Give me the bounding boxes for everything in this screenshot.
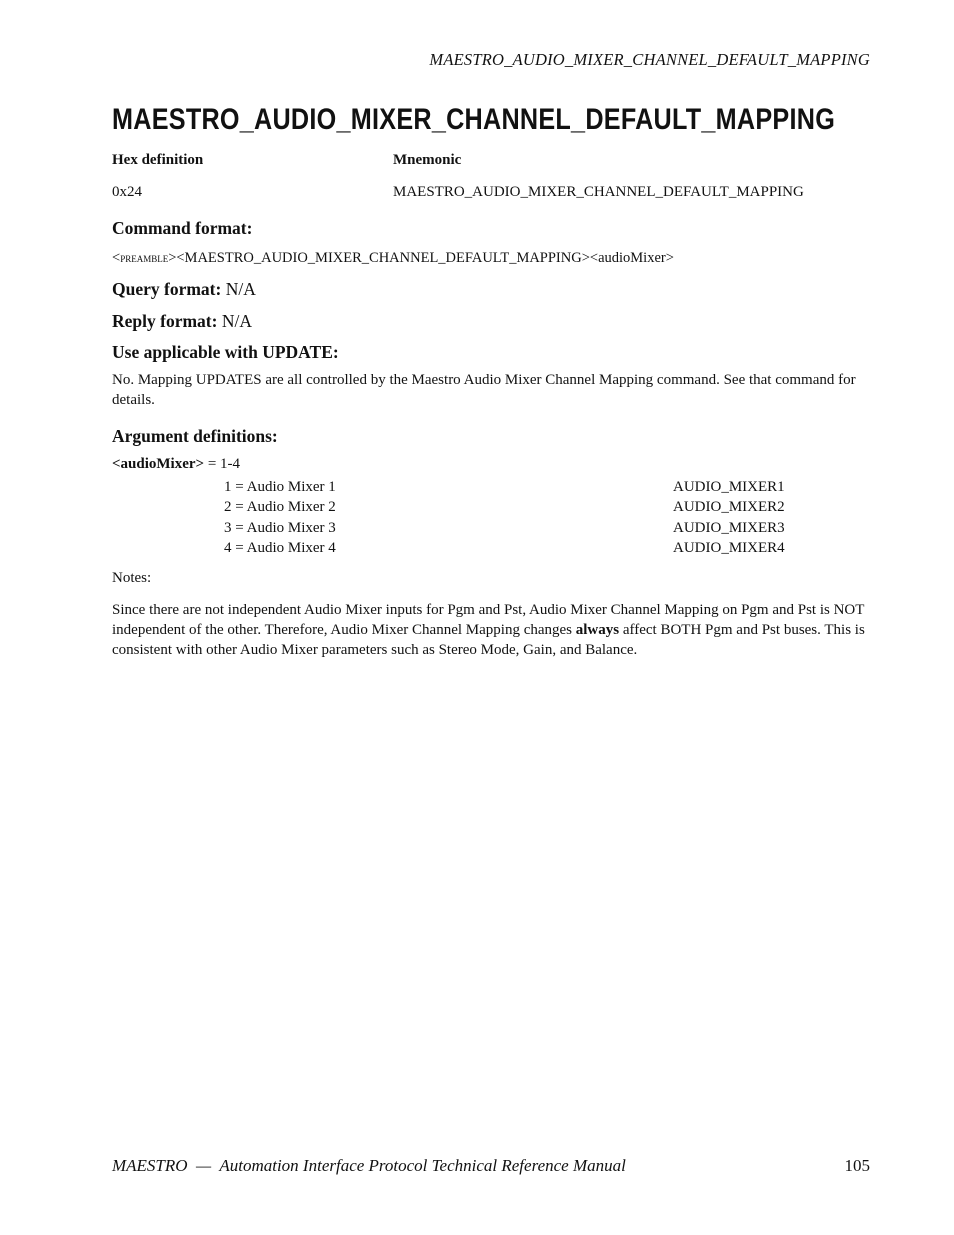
- argument-definitions-heading: Argument definitions:: [112, 426, 278, 446]
- argument-value-row: [224, 518, 872, 538]
- page-title: MAESTRO_AUDIO_MIXER_CHANNEL_DEFAULT_MAPPING: [112, 103, 836, 136]
- query-format-value: N/A: [221, 279, 256, 299]
- reply-format-label: Reply format:: [112, 311, 218, 331]
- argument-value-description: 1 = Audio Mixer 1: [224, 479, 336, 495]
- footer-manual-title: MAESTRO — Automation Interface Protocol Technical Reference Manual: [112, 1156, 626, 1175]
- command-syntax-rest: ><MAESTRO_AUDIO_MIXER_CHANNEL_DEFAULT_MAPPING><audioMixer>: [168, 250, 674, 266]
- argument-value-description: 3 = Audio Mixer 3: [224, 519, 336, 536]
- running-head: MAESTRO_AUDIO_MIXER_CHANNEL_DEFAULT_MAPPING: [429, 50, 870, 69]
- command-preamble: preamble: [120, 250, 169, 265]
- command-format-syntax: [112, 248, 872, 268]
- running-footer: [112, 1156, 870, 1176]
- notes-text-after: affect BOTH Pgm and Pst buses. This is consistent with other Audio Mixer parameters such as Stereo Mode, Gain, and Balance.: [112, 622, 865, 659]
- argument-value-code: AUDIO_MIXER2: [673, 499, 785, 516]
- argument-values-list: [224, 477, 872, 558]
- hex-table-value-row: [112, 182, 872, 202]
- argument-range: = 1-4: [204, 456, 241, 472]
- hex-definition-header: Hex definition: [112, 152, 204, 168]
- argument-value-row: [224, 497, 872, 517]
- notes-text-before: Since there are not independent Audio Mixer inputs for Pgm and Pst, Audio Mixer Channel Mapping on Pgm and Pst is NOT independent of the other. Therefore, Audio Mixer Channel Mapping changes: [112, 602, 865, 639]
- notes-text: [112, 600, 870, 660]
- argument-value-row: [224, 477, 872, 497]
- command-open-bracket: <: [112, 250, 121, 266]
- hex-definition-table: [112, 150, 872, 202]
- page-content: [112, 150, 872, 660]
- mnemonic-value: MAESTRO_AUDIO_MIXER_CHANNEL_DEFAULT_MAPPING: [393, 184, 804, 200]
- reply-format-value: N/A: [217, 311, 252, 331]
- update-heading: Use applicable with UPDATE:: [112, 342, 339, 362]
- argument-value-code: AUDIO_MIXER4: [673, 539, 785, 556]
- argument-value-code: AUDIO_MIXER3: [673, 519, 785, 536]
- hex-table-header-row: [112, 150, 872, 170]
- query-format-line: [112, 278, 872, 300]
- mnemonic-header: Mnemonic: [393, 152, 462, 168]
- argument-value-code: AUDIO_MIXER1: [673, 479, 785, 495]
- update-text: No. Mapping UPDATES are all controlled by the Maestro Audio Mixer Channel Mapping command. See that command for details.: [112, 372, 856, 408]
- hex-value: 0x24: [112, 184, 142, 200]
- notes-label: Notes:: [112, 570, 152, 587]
- argument-value-description: 2 = Audio Mixer 2: [224, 499, 336, 516]
- argument-value-description: 4 = Audio Mixer 4: [224, 539, 336, 556]
- argument-definition-line: [112, 454, 872, 474]
- page-number: 105: [844, 1156, 870, 1175]
- notes-emphasis: always: [575, 622, 620, 639]
- argument-value-row: [224, 538, 872, 558]
- query-format-label: Query format:: [112, 279, 222, 299]
- command-format-heading: Command format:: [112, 218, 253, 238]
- argument-name: <audioMixer>: [112, 456, 205, 472]
- reply-format-line: [112, 310, 872, 332]
